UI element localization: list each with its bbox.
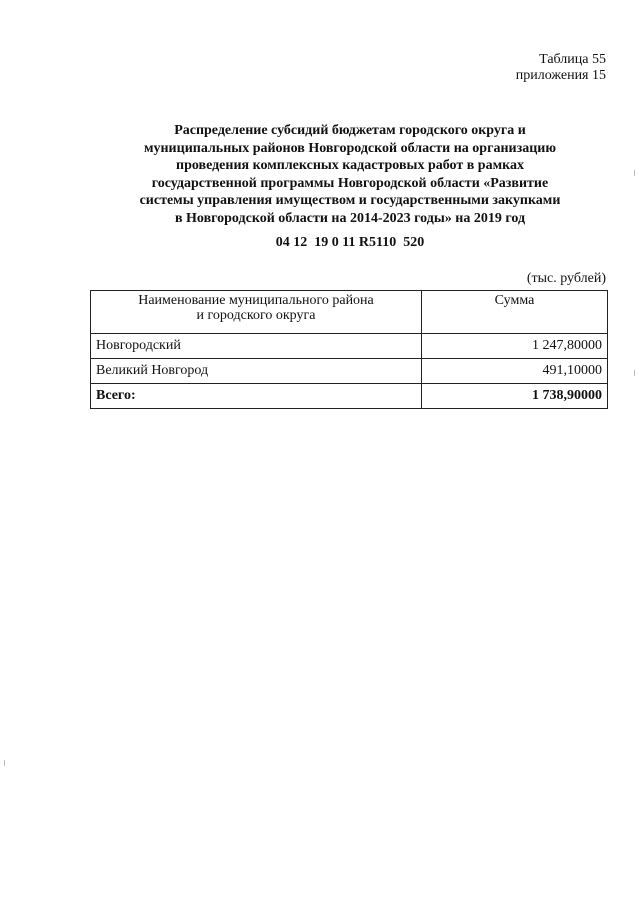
row-name: Новгородский (91, 334, 422, 359)
total-amount: 1 738,90000 (422, 384, 608, 409)
appendix-number: приложения 15 (515, 68, 606, 83)
header-name-line: и городского округа (196, 308, 316, 323)
scan-artifact (4, 760, 5, 766)
table-row (91, 334, 608, 359)
scan-artifact (634, 370, 635, 376)
header-name-line: Наименование муниципального района (138, 293, 374, 308)
header-name (91, 291, 422, 334)
unit-label: (тыс. рублей) (526, 271, 606, 286)
header-amount: Сумма (422, 291, 608, 334)
title-line: системы управления имуществом и государственными закупками (139, 193, 561, 208)
title-line: проведения комплексных кадастровых работ в рамках (176, 158, 524, 173)
table-number: Таблица 55 (539, 52, 606, 67)
row-amount: 1 247,80000 (422, 334, 608, 359)
subsidy-table (90, 290, 608, 409)
total-row (91, 384, 608, 409)
table-reference (516, 52, 606, 84)
table-header-row (91, 291, 608, 334)
budget-classification-code: 04 12 19 0 11 R5110 520 (275, 235, 425, 250)
row-name: Великий Новгород (91, 359, 422, 384)
scan-artifact (634, 170, 635, 176)
title-line: муниципальных районов Новгородской области на организацию (143, 140, 557, 156)
title-line: в Новгородской области на 2014-2023 годы» на 2019 год (174, 210, 526, 226)
table-row (91, 359, 608, 384)
document-title (90, 122, 610, 227)
title-line: государственной программы Новгородской области «Развитие (151, 175, 549, 191)
title-line: Распределение субсидий бюджетам городского округа и (174, 123, 526, 138)
row-amount: 491,10000 (422, 359, 608, 384)
total-label: Всего: (91, 384, 422, 409)
